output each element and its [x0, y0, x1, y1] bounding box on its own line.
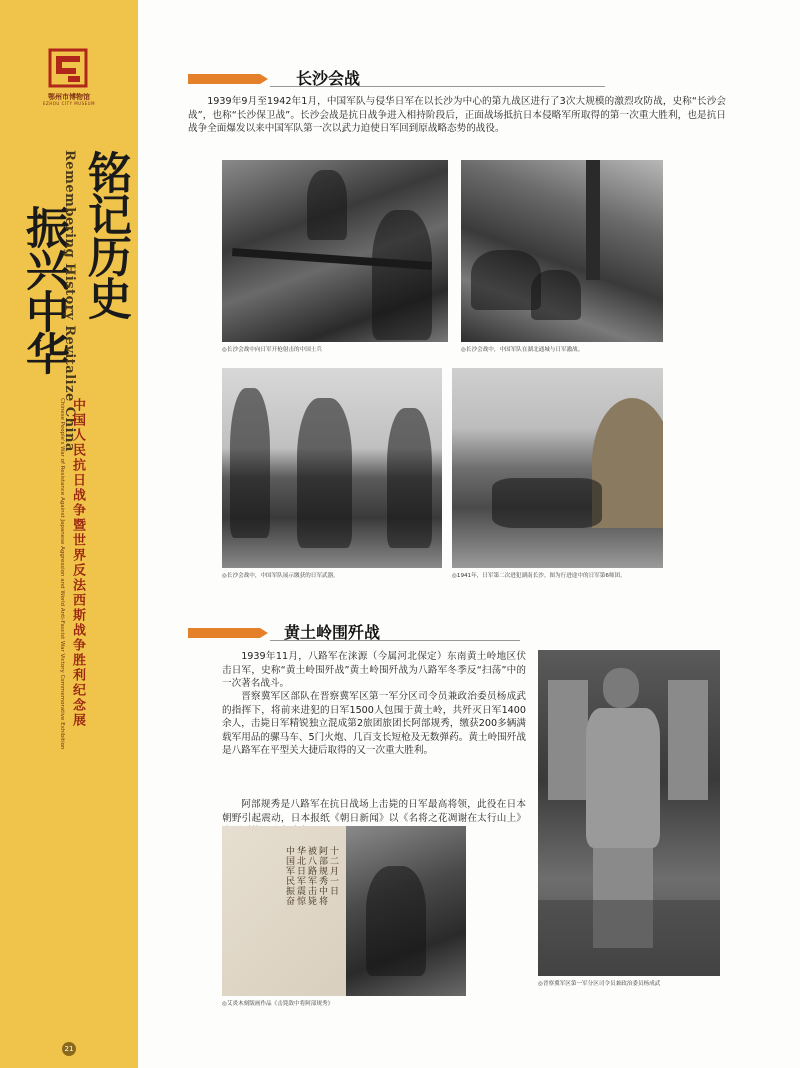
photo-caption: ◎艾炎木刻版画作品《击毙敌中将阿部规秀》 — [222, 1001, 334, 1007]
logo-subtext: EZHOU CITY MUSEUM — [42, 101, 96, 106]
section-paragraph-1: 1939年11月，八路军在涞源（今属河北保定）东南黄土岭地区伏击日军，史称“黄土岭围歼战”黄土岭围歼战为八路军冬季反“扫荡”中的一次著名战斗。 — [222, 651, 526, 689]
photo-soldier-firing — [222, 160, 448, 342]
section-bar-icon — [188, 74, 260, 84]
section-paragraph-3: 阿部规秀是八路军在抗日战场上击毙的日军最高将领，此役在日本朝野引起震动，日本报纸《朝日新闻》以《名将之花凋谢在太行山上》 — [222, 799, 526, 824]
photo-newspaper — [222, 826, 350, 996]
photo-japanese-army-march — [452, 368, 663, 568]
title-line-1: 铭记历史 — [80, 150, 131, 318]
section-title: 长沙会战 — [296, 69, 361, 88]
section-bar-icon — [188, 628, 260, 638]
logo-text: 鄂州市博物馆 — [48, 93, 90, 101]
section-header-changsha — [188, 66, 608, 88]
exhibition-subtitle-english: Chinese People's War of Resistance Against Japanese Aggression and World Anti-Fascist War Victory Commemorative Exhibition — [59, 398, 65, 750]
photo-caption: ◎1941年，日军第二次进犯湖南长沙。图为行进途中的日军第6师团。 — [452, 573, 626, 579]
photo-caption: ◎长沙会战中，中国军队在湖北通城与日军激战。 — [461, 347, 584, 353]
sidebar — [0, 0, 138, 1068]
title-english: Remembering History Revitalize China — [62, 150, 77, 452]
photo-caption: ◎晋察冀军区第一军分区司令员兼政治委员杨成武 — [538, 981, 661, 987]
newspaper-text: 十二月一日 阿部规秀中将 被八路军击毙 华北日军震惊 中国军民振奋 — [284, 846, 338, 906]
museum-logo-icon — [48, 48, 88, 88]
photo-battle-tongcheng — [461, 160, 663, 342]
section-paragraph-2: 晋察冀军区部队在晋察冀军区第一军分区司令员兼政治委员杨成武的指挥下，将前来进犯的日军1500人包围于黄土岭，共歼灭日军1400余人，击毙日军精锐独立混成第2旅团旅团长阿部规秀，缴获200多辆满载军用品的骡马车、5门火炮、几百支长短枪及无数弹药。黄土岭围歼战是八路军在平型关大捷后取得的又一次重大胜利。 — [222, 691, 526, 756]
photo-caption: ◎长沙会战中，中国军队展示缴获的日军武器。 — [222, 573, 339, 579]
exhibition-subtitle: 中国人民抗日战争暨世界反法西斯战争胜利纪念展 — [70, 398, 85, 728]
section-paragraph: 1939年9月至1942年1月，中国军队与侵华日军在以长沙为中心的第九战区进行了3次大规模的激烈攻防战，史称“长沙会战”，也称“长沙保卫战”。长沙会战是抗日战争进入相持阶段后，正面战场抵抗日本侵略军所取得的第一次重大胜利，也是抗日战争全面爆发以来中国军队第一次以武力迫使日军回到原战略态势的战役。 — [188, 96, 726, 134]
photo-caption: ◎长沙会战中向日军开枪射击的中国士兵 — [222, 347, 322, 353]
section-header-huangtuling — [188, 620, 608, 642]
photo-woodcut-print — [346, 826, 466, 996]
photo-yang-chengwu — [538, 650, 720, 976]
photo-captured-weapons — [222, 368, 442, 568]
section-title: 黄土岭围歼战 — [284, 623, 381, 642]
page-number: 21 — [62, 1042, 76, 1056]
title-line-2: 振兴中华 — [18, 205, 69, 373]
